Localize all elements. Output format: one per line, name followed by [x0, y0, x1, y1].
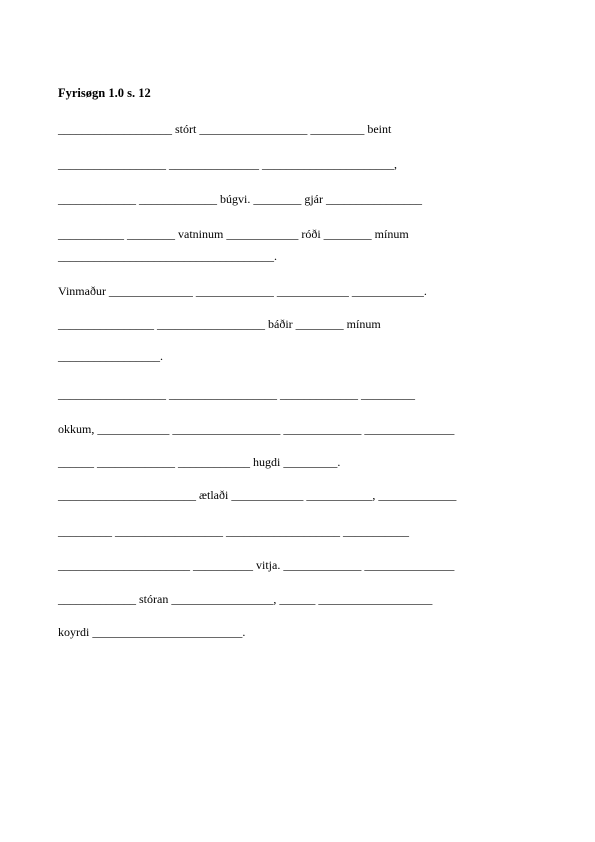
text-line-3: _____________ _____________ búgvi. ________ gjár ________________: [58, 192, 422, 206]
text-line-6: Vinmaður ______________ _____________ ____________ ____________.: [58, 284, 427, 298]
text-line-15: _____________ stóran _________________, ______ ___________________: [58, 592, 433, 606]
text-line-1: ___________________ stórt __________________ _________ beint: [58, 122, 392, 136]
text-line-13: _________ __________________ ___________________ ___________: [58, 524, 409, 538]
text-line-11: ______ _____________ ____________ hugdi _________.: [58, 455, 341, 469]
text-line-10: okkum, ____________ __________________ _____________ _______________: [58, 422, 455, 436]
text-line-2: __________________ _______________ ______________________,: [58, 157, 397, 171]
text-line-7: ________________ __________________ báðir ________ mínum: [58, 317, 381, 331]
text-line-8: _________________.: [58, 349, 163, 363]
text-line-12: _______________________ ætlaði ____________ ___________, _____________: [58, 488, 457, 502]
page-title: Fyrisøgn 1.0 s. 12: [58, 86, 151, 100]
text-line-5: ____________________________________.: [58, 249, 277, 263]
text-line-16: koyrdi _________________________.: [58, 625, 246, 639]
text-line-14: ______________________ __________ vitja. _____________ _______________: [58, 558, 455, 572]
text-line-4: ___________ ________ vatninum ____________ róði ________ mínum: [58, 227, 409, 241]
text-line-9: __________________ __________________ _____________ _________: [58, 387, 415, 401]
